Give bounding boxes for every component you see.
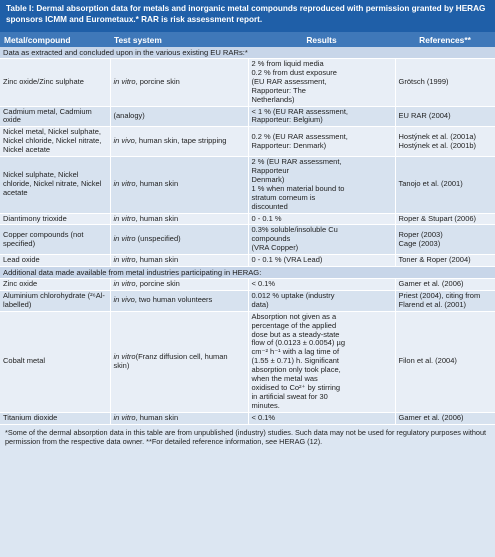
cell-compound: Aluminium chlorohydrate (²⁶Al-labelled)	[0, 290, 110, 311]
result-line: 0.2 % (EU RAR assessment,	[251, 131, 348, 141]
reference-line: Priest (2004), citing from	[398, 290, 481, 300]
header-metal-compound: Metal/compound	[0, 32, 110, 47]
result-line: < 0.1%	[251, 279, 276, 289]
cell-compound: Copper compounds (not specified)	[0, 225, 110, 255]
table-row	[0, 290, 495, 311]
result-line: Rapporteur	[251, 165, 290, 175]
section-label: Data as extracted and concluded upon in the various existing EU RARs:*	[0, 47, 495, 59]
table-row	[0, 59, 495, 107]
cell-test-system	[110, 225, 248, 255]
cell-results	[248, 290, 395, 311]
result-line: 2 % (EU RAR assessment,	[251, 157, 342, 167]
table-body	[0, 47, 495, 424]
cell-test-system	[110, 127, 248, 157]
result-line: 0.3% soluble/insoluble Cu	[251, 225, 338, 235]
reference-line: EU RAR (2004)	[398, 110, 451, 120]
cell-results	[248, 412, 395, 424]
test-detail: , human skin	[135, 412, 179, 422]
cell-references	[395, 290, 495, 311]
test-method: in vivo	[113, 295, 135, 305]
test-detail: , human skin	[135, 213, 179, 223]
header-references: References**	[395, 32, 495, 47]
result-line: Netherlands)	[251, 94, 295, 104]
result-line: absorption only took place,	[251, 365, 341, 375]
cell-references	[395, 213, 495, 225]
reference-line: Flarend et al. (2001)	[398, 299, 467, 309]
section-label: Additional data made available from metal industries participating in HERAG:	[0, 267, 495, 279]
result-line: Denmark)	[251, 174, 285, 184]
cell-compound: Diantimony trioxide	[0, 213, 110, 225]
reference-line: Filon et al. (2004)	[398, 356, 457, 366]
result-line: Rapporteur: The	[251, 85, 306, 95]
cell-references	[395, 255, 495, 267]
reference-line: Gamer et al. (2006)	[398, 279, 464, 289]
result-line: Rapporteur: Belgium)	[251, 115, 323, 125]
test-method: in vitro	[113, 76, 136, 86]
result-line: compounds	[251, 234, 291, 244]
cell-test-system	[110, 106, 248, 127]
result-line: (EU RAR assessment,	[251, 76, 327, 86]
cell-references	[395, 106, 495, 127]
test-detail: , porcine skin	[135, 279, 180, 289]
test-detail: , human skin	[135, 255, 179, 265]
test-detail: , porcine skin	[135, 76, 180, 86]
table-row	[0, 311, 495, 412]
section-row	[0, 267, 495, 279]
cell-compound: Cobalt metal	[0, 311, 110, 412]
result-line: dose but as a steady-state	[251, 329, 340, 339]
test-detail: (analogy)	[113, 110, 145, 120]
cell-results	[248, 127, 395, 157]
cell-compound: Lead oxide	[0, 255, 110, 267]
result-line: 0.012 % uptake (industry	[251, 290, 335, 300]
cell-compound: Titanium dioxide	[0, 412, 110, 424]
reference-line: Toner & Roper (2004)	[398, 255, 471, 265]
table-caption: Table I: Dermal absorption data for metals and inorganic metal compounds reproduced with permission granted by HERAG sponsors ICMM and Eurometaux.* RAR is risk assessment report.	[0, 0, 495, 32]
test-method: in vivo	[113, 136, 135, 146]
cell-test-system	[110, 157, 248, 213]
cell-compound: Nickel metal, Nickel sulphate, Nickel chloride, Nickel nitrate, Nickel acetate	[0, 127, 110, 157]
result-line: < 0.1%	[251, 412, 276, 422]
cell-test-system	[110, 311, 248, 412]
cell-results	[248, 157, 395, 213]
result-line: percentage of the applied	[251, 320, 337, 330]
cell-compound: Cadmium metal, Cadmium oxide	[0, 106, 110, 127]
section-row	[0, 47, 495, 59]
result-line: discounted	[251, 201, 288, 211]
reference-line: Tanojo et al. (2001)	[398, 179, 463, 189]
cell-references	[395, 225, 495, 255]
table-row	[0, 213, 495, 225]
result-line: flow of (0.0123 ± 0.0054) µg	[251, 338, 345, 348]
cell-compound: Zinc oxide/Zinc sulphate	[0, 59, 110, 107]
test-method: in vitro	[113, 279, 136, 289]
cell-compound: Zinc oxide	[0, 279, 110, 291]
reference-line: Roper (2003)	[398, 229, 443, 239]
cell-test-system	[110, 290, 248, 311]
cell-test-system	[110, 279, 248, 291]
cell-results	[248, 59, 395, 107]
table-row	[0, 106, 495, 127]
cell-test-system	[110, 213, 248, 225]
test-detail: (unspecified)	[135, 234, 181, 244]
result-line: 2 % from liquid media	[251, 59, 324, 68]
cell-references	[395, 412, 495, 424]
cell-results	[248, 225, 395, 255]
result-line: < 1 % (EU RAR assessment,	[251, 106, 348, 116]
test-detail: , human skin, tape stripping	[134, 136, 227, 146]
table-row	[0, 255, 495, 267]
test-detail: , two human volunteers	[134, 295, 213, 305]
test-method: in vitro	[113, 234, 136, 244]
reference-line: Hostýnek et al. (2001a)	[398, 131, 477, 141]
result-line: stratum corneum is	[251, 192, 316, 202]
reference-line: Hostýnek et al. (2001b)	[398, 140, 477, 150]
cell-references	[395, 127, 495, 157]
reference-line: Grötsch (1999)	[398, 76, 449, 86]
result-line: Absorption not given as a	[251, 311, 337, 321]
result-line: in artificial sweat for 30	[251, 391, 328, 401]
result-line: (VRA Copper)	[251, 243, 299, 253]
cell-references	[395, 311, 495, 412]
table-row	[0, 412, 495, 424]
header-row	[0, 32, 495, 47]
result-line: 0 - 0.1 %	[251, 213, 282, 223]
result-line: 1 % when material bound to	[251, 183, 345, 193]
test-method: in vitro	[113, 179, 136, 189]
result-line: (1.55 ± 0.71) h. Significant	[251, 356, 339, 366]
header-results: Results	[248, 32, 395, 47]
cell-test-system	[110, 255, 248, 267]
cell-results	[248, 255, 395, 267]
cell-references	[395, 279, 495, 291]
result-line: minutes.	[251, 400, 280, 410]
cell-results	[248, 279, 395, 291]
test-method: in vitro	[113, 213, 136, 223]
cell-test-system	[110, 412, 248, 424]
result-line: when the metal was	[251, 374, 318, 384]
test-method: in vitro	[113, 351, 136, 361]
reference-line: Gamer et al. (2006)	[398, 412, 464, 422]
cell-test-system	[110, 59, 248, 107]
table-row	[0, 127, 495, 157]
result-line: Rapporteur: Denmark)	[251, 140, 327, 150]
test-method: in vitro	[113, 412, 136, 422]
result-line: cm⁻² h⁻¹ with a lag time of	[251, 347, 340, 357]
header-test-system: Test system	[110, 32, 248, 47]
result-line: 0 - 0.1 % (VRA Lead)	[251, 255, 323, 265]
result-line: data)	[251, 299, 269, 309]
reference-line: Roper & Stupart (2006)	[398, 213, 477, 223]
cell-references	[395, 59, 495, 107]
absorption-table	[0, 32, 495, 425]
table-row	[0, 157, 495, 213]
cell-references	[395, 157, 495, 213]
test-detail: (Franz diffusion cell, human skin)	[113, 351, 228, 370]
cell-results	[248, 311, 395, 412]
table-footnote: *Some of the dermal absorption data in this table are from unpublished (industry) studies. Such data may not be used for regulatory purposes without permission from the respective data owner. **For detailed reference information, see HERAG (12).	[0, 425, 495, 450]
cell-results	[248, 213, 395, 225]
table-row	[0, 279, 495, 291]
result-line: oxidised to Co²⁺ by stirring	[251, 383, 341, 392]
test-detail: , human skin	[135, 179, 179, 189]
result-line: 0.2 % from dust exposure	[251, 67, 337, 77]
test-method: in vitro	[113, 255, 136, 265]
cell-results	[248, 106, 395, 127]
cell-compound: Nickel sulphate, Nickel chloride, Nickel nitrate, Nickel acetate	[0, 157, 110, 213]
table-row	[0, 225, 495, 255]
reference-line: Cage (2003)	[398, 238, 441, 248]
